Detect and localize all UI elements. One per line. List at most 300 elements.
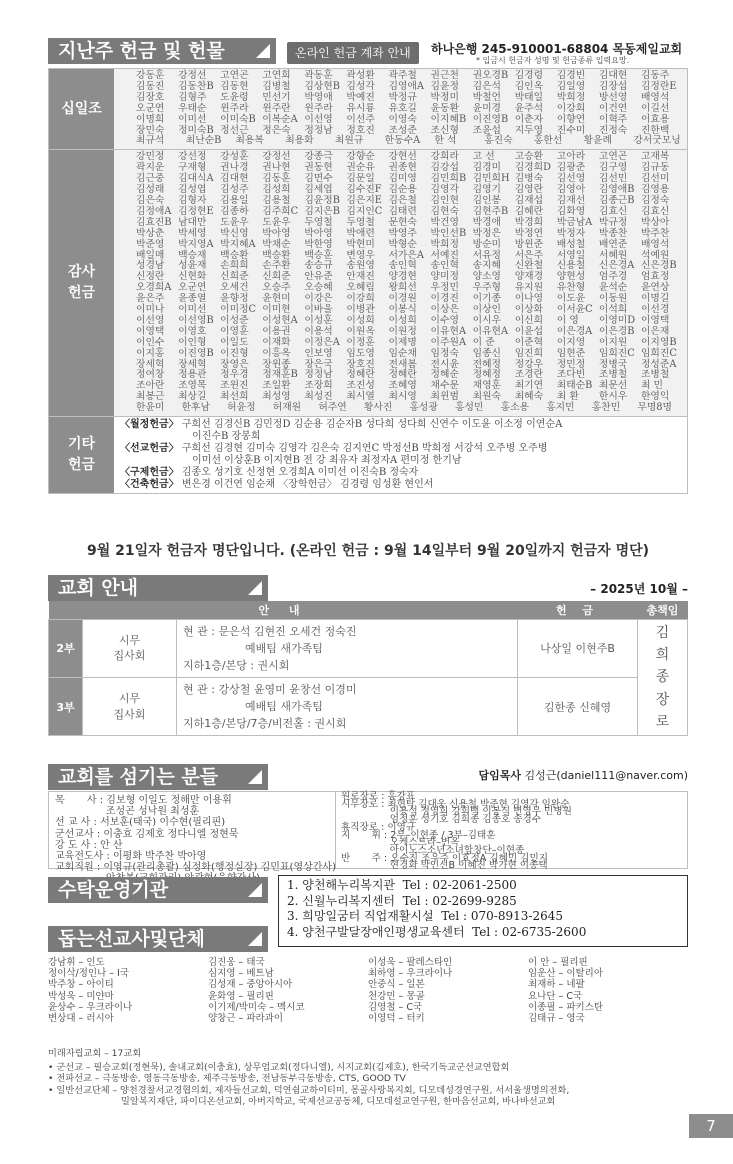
name-item: 유찬형 <box>556 282 586 294</box>
name-item: 강민정 <box>136 151 165 163</box>
name-item: 이진영B <box>472 113 509 125</box>
name-item: 강정선 <box>178 70 207 81</box>
name-item: 문현숙 <box>388 216 417 228</box>
name-item: 김경희D <box>514 162 551 174</box>
name-item: 김세엽 <box>304 184 333 196</box>
name-item: 이병관 <box>346 304 375 316</box>
name-item: 허재원 <box>272 402 302 414</box>
name-item: 조신형 <box>430 124 459 136</box>
name-item: 허윤정 <box>227 402 256 414</box>
name-item: 오혜림 <box>346 282 375 294</box>
trust-item: 3. 희망일굼터 직업재활시설 Tel : 070-8913-2645 <box>287 909 563 923</box>
name-item: 곽동훈 <box>304 70 333 81</box>
name-item: 김선민 <box>598 173 628 185</box>
name-item: 최원규 <box>334 135 364 147</box>
name-item: 이봉식 <box>388 304 417 316</box>
name-item: 이지혜B <box>430 113 467 125</box>
name-item: 윈주라 <box>220 102 249 114</box>
name-item: 신희준 <box>262 271 291 283</box>
name-item: 강향순 <box>346 151 375 163</box>
name-item: 신정란 <box>136 271 165 283</box>
name-item: 김효신 <box>598 205 628 217</box>
name-item: 황사진 <box>363 402 393 414</box>
name-item: 최윈범 <box>430 391 459 403</box>
service-line: 예배팀 새가족팀 <box>245 700 323 714</box>
name-item: 임도영 <box>346 347 375 359</box>
name-item: 오세건 <box>220 282 249 294</box>
name-item: 김은철 <box>388 194 417 206</box>
name-item: 김동주 <box>640 70 670 81</box>
name-item: 고아라 <box>556 151 586 163</box>
name-item: 신희준 <box>220 271 249 283</box>
name-item: 박예진 <box>346 91 375 103</box>
name-item: 이성희 <box>346 314 375 326</box>
name-item: 송지혜 <box>472 260 502 272</box>
name-item: 박지영A <box>178 238 214 250</box>
mission-note: 미래자립교회 – 17교회 <box>48 1048 142 1059</box>
mission-row <box>48 991 688 1002</box>
name-item: 이혁주 <box>598 113 628 125</box>
mission-row <box>48 968 688 979</box>
name-item: 조혜영 <box>388 380 417 392</box>
staff-line: 엄정훈 성기호 김희종 김종호 송경수 <box>341 814 542 826</box>
service-info <box>177 677 518 735</box>
name-item: 이춘자 <box>514 113 544 125</box>
name-item: 무명8명 <box>637 402 672 414</box>
name-item: 구재형 <box>178 162 207 174</box>
name-item: 홍한선 <box>533 135 563 147</box>
name-item: 고 선 <box>472 151 495 163</box>
name-item: 최태순B <box>556 380 593 392</box>
name-item: 서가은A <box>388 249 424 261</box>
name-item: 이선영B <box>178 314 214 326</box>
missionary: 최재하 – 네팔 <box>528 979 585 991</box>
name-item: 이수영 <box>430 314 459 326</box>
mission-row <box>48 957 688 968</box>
name-item: 방윈준 <box>514 238 544 250</box>
name-item: 이지영 <box>556 336 586 348</box>
name-item: 윤주석 <box>514 102 544 114</box>
name-item: 정성준A <box>640 358 677 370</box>
trust-item: 1. 양천해누리복지관 Tel : 02-2061-2500 <box>287 878 517 892</box>
name-item: 배연준 <box>598 238 628 250</box>
name-item: 정은숙 <box>262 124 291 136</box>
name-item: 조다빈 <box>556 369 586 381</box>
responsible-char: 종 <box>655 669 670 686</box>
name-item: 김영용 <box>640 184 670 196</box>
other-line <box>120 443 683 455</box>
staff-right <box>341 793 572 870</box>
name-item: 이건연 <box>598 102 628 114</box>
col-info: 안 내 <box>49 601 518 619</box>
name-item: 서유정 <box>472 249 502 261</box>
missionary: 양창근 – 파라과이 <box>208 1013 284 1025</box>
name-item: 윤연상 <box>640 282 670 294</box>
name-item: 박한영 <box>304 238 333 250</box>
name-item: 김일영 <box>556 80 586 92</box>
name-row <box>136 104 683 115</box>
name-item: 한영익 <box>640 391 670 403</box>
name-item: 이성희 <box>388 314 417 326</box>
name-item: 최용화 <box>285 135 314 147</box>
name-item: 이영훈 <box>220 325 249 337</box>
name-item: 박금남A <box>556 216 593 228</box>
name-item: 박정미 <box>430 91 459 103</box>
staff-line: 현경화 박인선B 이혜진 박가현 이종택 <box>341 860 548 872</box>
name-item: 김형주 <box>178 91 207 103</box>
name-row <box>136 240 683 251</box>
name-item: 이길선 <box>640 102 670 114</box>
name-item: 장호진 <box>346 358 375 370</box>
name-item: 박채순 <box>262 238 291 250</box>
name-item: 김은숙 <box>136 194 165 206</box>
name-item: 민선기 <box>262 91 291 103</box>
name-item: 홍소용 <box>500 402 530 414</box>
name-item: 정정남 <box>304 369 333 381</box>
name-item: 양소영 <box>472 271 502 283</box>
cash-staff: 나상일 이현주B <box>518 619 638 677</box>
name-item: 김장호 <box>136 91 165 103</box>
name-item: 안유준 <box>304 271 333 283</box>
name-item: 이선주 <box>346 113 375 125</box>
name-item: 박인선B <box>430 227 467 239</box>
other-label-text: 기타 헌금 <box>67 436 96 474</box>
name-item: 김재섭 <box>514 194 544 206</box>
name-item: 배영석 <box>640 238 670 250</box>
name-item: 이영숙 <box>388 113 417 125</box>
name-item: 김지은B <box>304 205 340 217</box>
name-item: 임순채 <box>388 347 417 359</box>
name-item: 윤석순 <box>598 282 628 294</box>
name-item: 이명길 <box>640 293 670 305</box>
name-item: 이강은 <box>304 293 333 305</box>
name-item: 강정선 <box>262 151 291 163</box>
other-line <box>120 455 683 467</box>
name-item: 최성영 <box>262 391 291 403</box>
name-item: 박아영 <box>262 227 291 239</box>
name-item: 두영철 <box>346 216 375 228</box>
name-item: 장윈종 <box>262 358 291 370</box>
missions-grid <box>48 957 688 1045</box>
name-item: 김근중 <box>136 173 165 185</box>
responsible-char: 희 <box>655 646 670 663</box>
staff-line: 지 휘 : 2부–이현종 / 3부–김태훈 <box>341 829 496 841</box>
name-item: 이신희 <box>514 314 544 326</box>
mission-note: 밀알복지재단, 파이디온선교회, 아버지학교, 국제선교공동체, 디모데설교연구원, 한마음선교회, 바나바선교회 <box>48 1096 556 1107</box>
name-item: 배일매 <box>136 249 165 261</box>
other-line <box>120 479 683 491</box>
other-label <box>49 417 114 493</box>
name-item: 고연곤 <box>220 70 249 81</box>
name-item: 박형순 <box>388 238 417 250</box>
staff-line: 군선교사 : 이충효 김제호 정다니엘 정현묵 <box>55 828 239 840</box>
name-item: 김형자 <box>178 194 207 206</box>
name-item: 오군연 <box>136 102 165 114</box>
staff-line: 아이노스소년소녀합창단–이현종 <box>341 844 525 856</box>
name-item: 최혜숙 <box>514 391 544 403</box>
name-item: 전새봄 <box>388 358 417 370</box>
name-item: 김영아 <box>556 184 586 196</box>
name-item: 김인봉 <box>472 194 502 206</box>
name-item: 고승환 <box>514 151 544 163</box>
name-item: 오승주 <box>262 282 291 294</box>
name-item: 정병국 <box>598 358 628 370</box>
name-item: 이강희 <box>346 293 375 305</box>
name-item: 박주찬 <box>640 227 670 239</box>
church-title: 교회 안내 <box>58 577 139 599</box>
name-item: 이 영 <box>556 314 579 326</box>
name-item: 박상아 <box>640 216 670 228</box>
name-item: 최문선 <box>598 380 628 392</box>
name-item: 신은경B <box>640 260 677 272</box>
name-item: 김윤정B <box>304 194 340 206</box>
name-item: 오승혜 <box>304 282 333 294</box>
church-banner <box>48 575 268 601</box>
name-item: 조성준 <box>388 124 417 136</box>
name-item: 송원영 <box>346 260 375 272</box>
mission-row <box>48 979 688 990</box>
name-item: 이영택 <box>640 314 670 326</box>
name-item: 이선영 <box>304 113 333 125</box>
name-item: 서영일 <box>556 249 586 261</box>
name-item: 김정숙 <box>640 194 670 206</box>
name-item: 최용복 <box>235 135 264 147</box>
trust-title: 수탁운영기관 <box>58 879 169 901</box>
name-item: 유호길 <box>388 102 417 114</box>
name-item: 서은주 <box>514 249 544 261</box>
name-item: 이지원 <box>598 336 628 348</box>
name-item: 조장희 <box>304 380 333 392</box>
name-item: 이경진 <box>430 293 459 305</box>
name-item: 조병철 <box>640 369 670 381</box>
other-line <box>120 419 683 431</box>
name-item: 김화영 <box>556 205 586 217</box>
name-item: 이일도 <box>220 336 249 348</box>
name-item: 양경현 <box>388 271 417 283</box>
name-item: 김동찬B <box>178 80 214 92</box>
name-item: 채영훈 <box>472 380 502 392</box>
name-item: 고연희 <box>262 70 291 81</box>
responsible <box>638 619 688 736</box>
part-label: 3부 <box>49 677 83 735</box>
name-item: 양현성 <box>556 271 586 283</box>
name-item: 박경희 <box>514 216 544 228</box>
tithe-section <box>49 69 687 150</box>
missionary: 임운산 – 이탈리아 <box>528 968 604 980</box>
name-item: 최 민 <box>640 380 663 392</box>
offering-names: 김종오 성기호 신정현 오경희A 이미선 이진숙B 정숙자 <box>178 467 419 479</box>
name-item: 최선희 <box>220 391 249 403</box>
staff-line: 원로장로 : 홍강표 <box>341 791 416 802</box>
name-item: 윤향정 <box>220 293 249 305</box>
name-item: 이인형 <box>178 336 207 348</box>
name-item: 김영란 <box>514 184 544 196</box>
name-item: 김동진 <box>136 80 165 92</box>
name-item: 신용철 <box>556 260 586 272</box>
name-item: 황윤례 <box>583 135 613 147</box>
name-item: 송승규 <box>304 260 333 272</box>
name-item: 강성훈 <box>220 151 249 163</box>
name-item: 김경미 <box>472 162 502 174</box>
name-item: 조영목 <box>178 380 207 392</box>
name-item: 이강희 <box>556 102 586 114</box>
name-item: 전시윤 <box>430 358 459 370</box>
name-item: 양미정 <box>430 271 459 283</box>
name-item: 김면수 <box>304 173 333 185</box>
name-item: 김선영 <box>556 173 586 185</box>
name-item: 김현주B <box>472 205 509 217</box>
name-item: 이원옥 <box>346 325 375 337</box>
name-item: 박경애 <box>472 216 502 228</box>
name-item: 김민희H <box>472 173 510 185</box>
name-item: 지두영 <box>514 124 544 136</box>
meeting-line: 시무 <box>118 692 141 706</box>
staff-line: 휴직장로 : 이영규 <box>341 821 416 833</box>
name-item: 강선정 <box>178 151 207 163</box>
name-item: 정호진 <box>346 124 375 136</box>
name-item: 백승훈 <box>304 249 333 261</box>
name-item: 엄주경 <box>598 271 628 283</box>
name-item: 이윤섭 <box>514 325 544 337</box>
name-item: 진수미 <box>556 124 586 136</box>
name-item: 남대만 <box>178 216 207 228</box>
missionary: 윤화영 – 필리핀 <box>208 990 274 1002</box>
name-item: 성윤재 <box>178 260 207 272</box>
name-item: 최기연 <box>514 380 544 392</box>
name-item: 김윤정 <box>430 80 459 92</box>
service-line: 지하1층/본당/7층/비전홀 : 권시회 <box>183 717 347 731</box>
name-item: 이용석 <box>304 325 333 337</box>
name-item: 오군연 <box>178 282 207 294</box>
name-item: 임희진C <box>598 347 635 359</box>
table-row <box>49 619 688 677</box>
name-item: 최성진 <box>304 391 333 403</box>
name-item: 최난순B <box>185 135 222 147</box>
name-item: 김경빈 <box>556 70 586 81</box>
name-item: 임종신 <box>472 347 502 359</box>
name-row <box>136 136 683 147</box>
name-item: 홍찬민 <box>591 402 621 414</box>
name-item: 백승환 <box>220 249 249 261</box>
name-item: 김효신 <box>640 205 670 217</box>
name-item: 이효용 <box>640 113 670 125</box>
name-item: 권근천 <box>430 70 459 81</box>
name-item: 박정은 <box>472 227 502 239</box>
staff-line: 이용석 정영희 강희백 이봉식 변영무 민병원 <box>341 806 572 818</box>
name-item: 김현숙 <box>430 205 459 217</box>
missionary: 윤상수 – 우크라이나 <box>48 1001 133 1013</box>
offering-type: 〈건축헌금〉 <box>120 479 179 491</box>
name-item: 김정애A <box>136 205 172 217</box>
name-item: 윤미경 <box>472 102 502 114</box>
name-item: 이미정C <box>220 304 257 316</box>
missionary: 심지영 – 베트남 <box>208 968 274 980</box>
name-item: 윤은주 <box>136 293 165 305</box>
name-item: 임현준 <box>556 347 586 359</box>
name-item: 김재선 <box>556 194 586 206</box>
name-item: 정혜란 <box>346 369 375 381</box>
name-row <box>136 229 683 240</box>
meeting-line: 집사회 <box>113 707 146 721</box>
responsible-char: 김 <box>655 624 670 641</box>
name-item: 이동원 <box>598 293 628 305</box>
trust-list <box>278 875 688 947</box>
name-item: 이재화 <box>262 336 291 348</box>
staff-left <box>55 795 336 885</box>
missionary: 이기제/박미숙 – 멕시코 <box>208 1001 305 1013</box>
meeting-line: 집사회 <box>113 649 146 663</box>
missionary: 이종필 – 파키스탄 <box>528 1001 604 1013</box>
name-item: 조진성 <box>346 380 375 392</box>
name-item: 김장섭 <box>598 80 628 92</box>
name-item: 박영주 <box>388 227 417 239</box>
bank-account: 하나은행 245-910001-68804 목동제일교회 <box>431 42 683 56</box>
name-item: 최시열 <box>346 391 375 403</box>
name-item: 백승재 <box>178 249 207 261</box>
name-item: 송인혁 <box>430 260 459 272</box>
name-item: 이도윤 <box>556 293 586 305</box>
divider <box>335 792 336 868</box>
staff-line: 교육전도사 : 이평화 박주찬 박아영 <box>55 851 207 863</box>
name-item: 박규정 <box>598 216 628 228</box>
other-offerings <box>114 417 687 493</box>
name-item: 김영각 <box>430 184 459 196</box>
name-item: 김성주 <box>220 184 249 196</box>
responsible-char: 장 <box>655 691 670 708</box>
mission-note: • 전파선교 – 극동방송, 영동극동방송, 제주극동방송, 전남동부극동방송, CTS, GOOD TV <box>48 1073 406 1084</box>
staff-box <box>48 791 688 874</box>
name-item: 홍성민 <box>455 402 484 414</box>
pastor-name: 김성근(daniel111@naver.com) <box>524 769 688 782</box>
name-item: 김대현 <box>220 173 249 185</box>
name-item: 김주희C <box>262 205 299 217</box>
name-item: 임정숙 <box>430 347 459 359</box>
name-item: 박정규 <box>388 91 417 103</box>
other-line <box>120 467 683 479</box>
name-item: 이선경 <box>640 304 670 316</box>
name-item: 김정란E <box>640 80 677 92</box>
name-item: 인보영 <box>304 347 333 359</box>
staff-line: 오케스트라–변옥 <box>341 837 460 849</box>
name-item: 김영애A <box>388 80 424 92</box>
name-item: 김지인C <box>346 205 383 217</box>
name-item: 홍지민 <box>546 402 575 414</box>
mission-notes <box>48 1048 688 1108</box>
trust-item: 4. 양천구발달장애인평생교육센터 Tel : 02-6735-2600 <box>287 924 587 939</box>
offering-names: 변은경 이건연 임순채 〈장학헌금〉 김경령 임성환 현인서 <box>178 479 434 491</box>
name-item: 김효진B <box>136 216 172 228</box>
name-item: 이 준 <box>472 336 495 348</box>
staff-line: 선 교 사 : 서보훈(태국) 이수현(필리핀) <box>55 817 226 829</box>
name-item: 이성훈 <box>304 314 333 326</box>
name-item: 이흥옥 <box>262 347 291 359</box>
banner-slash-icon <box>248 581 262 595</box>
name-item: 이은재 <box>640 325 670 337</box>
name-item: 권나현 <box>262 162 291 174</box>
name-item: 정우경 <box>220 369 249 381</box>
name-item: 박세영 <box>178 227 207 239</box>
name-item: 홍진숙 <box>484 135 513 147</box>
name-item: 김경령 <box>514 70 544 81</box>
name-item: 방순미 <box>472 238 502 250</box>
name-item: 박태일 <box>514 91 544 103</box>
name-item: 곽지운 <box>136 162 165 174</box>
name-item: 박정자 <box>556 227 586 239</box>
missionary: 변상대 – 러시아 <box>48 1013 114 1025</box>
missionary: 김성재 – 중앙아시아 <box>208 979 293 991</box>
name-item: 김성각 <box>346 80 375 92</box>
name-item: 조윈진 <box>220 380 249 392</box>
